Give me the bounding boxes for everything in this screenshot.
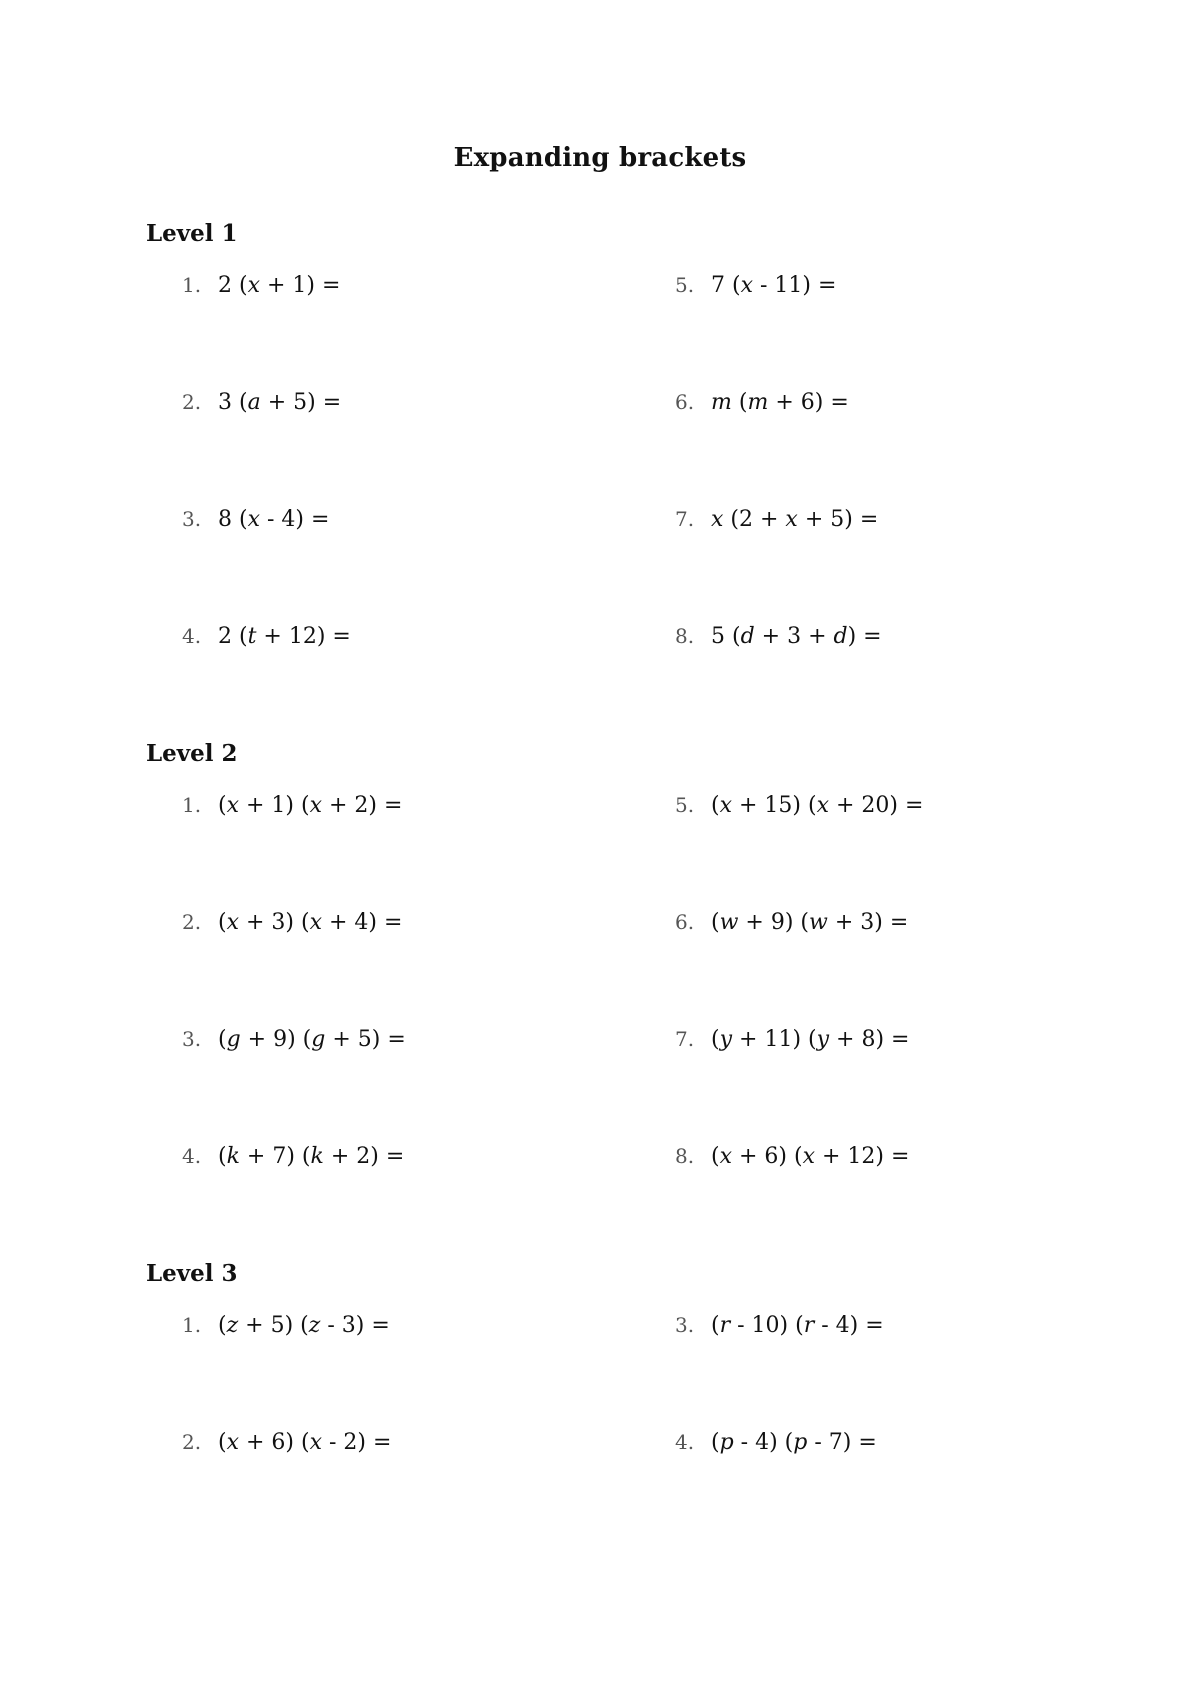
question-number: 1.	[182, 793, 202, 817]
question-expression: 7 (x - 11) =	[711, 273, 837, 298]
level-1-question-1	[182, 270, 340, 300]
question-expression: (x + 1) (x + 2) =	[218, 793, 403, 818]
question-number: 2.	[182, 390, 202, 414]
question-expression: (p - 4) (p - 7) =	[711, 1430, 877, 1455]
question-expression: (g + 9) (g + 5) =	[218, 1027, 406, 1052]
question-expression: (r - 10) (r - 4) =	[711, 1313, 884, 1338]
question-number: 1.	[182, 273, 202, 297]
level-3-question-1	[182, 1310, 390, 1340]
level-1-question-8	[675, 621, 882, 651]
question-expression: (x + 6) (x + 12) =	[711, 1144, 910, 1169]
question-number: 2.	[182, 910, 202, 934]
question-expression: (x + 15) (x + 20) =	[711, 793, 924, 818]
level-2-question-4	[182, 1141, 404, 1171]
question-expression: 2 (t + 12) =	[218, 624, 351, 649]
level-1-question-6	[675, 387, 849, 417]
level-3-heading: Level 3	[146, 1260, 238, 1287]
question-expression: 3 (a + 5) =	[218, 390, 342, 415]
question-expression: (z + 5) (z - 3) =	[218, 1313, 390, 1338]
question-number: 8.	[675, 1144, 695, 1168]
question-number: 1.	[182, 1313, 202, 1337]
question-number: 8.	[675, 624, 695, 648]
question-expression: (w + 9) (w + 3) =	[711, 910, 909, 935]
level-2-question-3	[182, 1024, 406, 1054]
question-expression: (x + 6) (x - 2) =	[218, 1430, 392, 1455]
level-1-question-7	[675, 504, 878, 534]
question-expression: 5 (d + 3 + d) =	[711, 624, 882, 649]
level-1-question-2	[182, 387, 341, 417]
question-expression: (k + 7) (k + 2) =	[218, 1144, 405, 1169]
level-2-heading: Level 2	[146, 740, 238, 767]
level-1-question-4	[182, 621, 351, 651]
level-3-question-2	[182, 1427, 391, 1457]
level-1-question-5	[675, 270, 836, 300]
question-expression: 8 (x - 4) =	[218, 507, 330, 532]
question-expression: 2 (x + 1) =	[218, 273, 341, 298]
question-number: 6.	[675, 910, 695, 934]
question-number: 6.	[675, 390, 695, 414]
question-expression: m (m + 6) =	[711, 390, 849, 415]
level-1-question-3	[182, 504, 329, 534]
level-3-question-4	[675, 1427, 877, 1457]
question-number: 5.	[675, 273, 695, 297]
level-2-question-7	[675, 1024, 909, 1054]
question-number: 7.	[675, 507, 695, 531]
question-number: 3.	[182, 1027, 202, 1051]
question-number: 5.	[675, 793, 695, 817]
question-number: 4.	[675, 1430, 695, 1454]
question-expression: (x + 3) (x + 4) =	[218, 910, 403, 935]
question-number: 4.	[182, 1144, 202, 1168]
question-number: 7.	[675, 1027, 695, 1051]
question-number: 3.	[675, 1313, 695, 1337]
level-2-question-5	[675, 790, 923, 820]
level-2-question-2	[182, 907, 402, 937]
question-number: 2.	[182, 1430, 202, 1454]
level-2-question-1	[182, 790, 402, 820]
question-number: 3.	[182, 507, 202, 531]
page-title: Expanding brackets	[453, 143, 747, 173]
level-2-question-6	[675, 907, 908, 937]
level-2-question-8	[675, 1141, 909, 1171]
question-expression: (y + 11) (y + 8) =	[711, 1027, 910, 1052]
question-number: 4.	[182, 624, 202, 648]
question-expression: x (2 + x + 5) =	[711, 507, 879, 532]
level-3-question-3	[675, 1310, 884, 1340]
level-1-heading: Level 1	[146, 220, 238, 247]
